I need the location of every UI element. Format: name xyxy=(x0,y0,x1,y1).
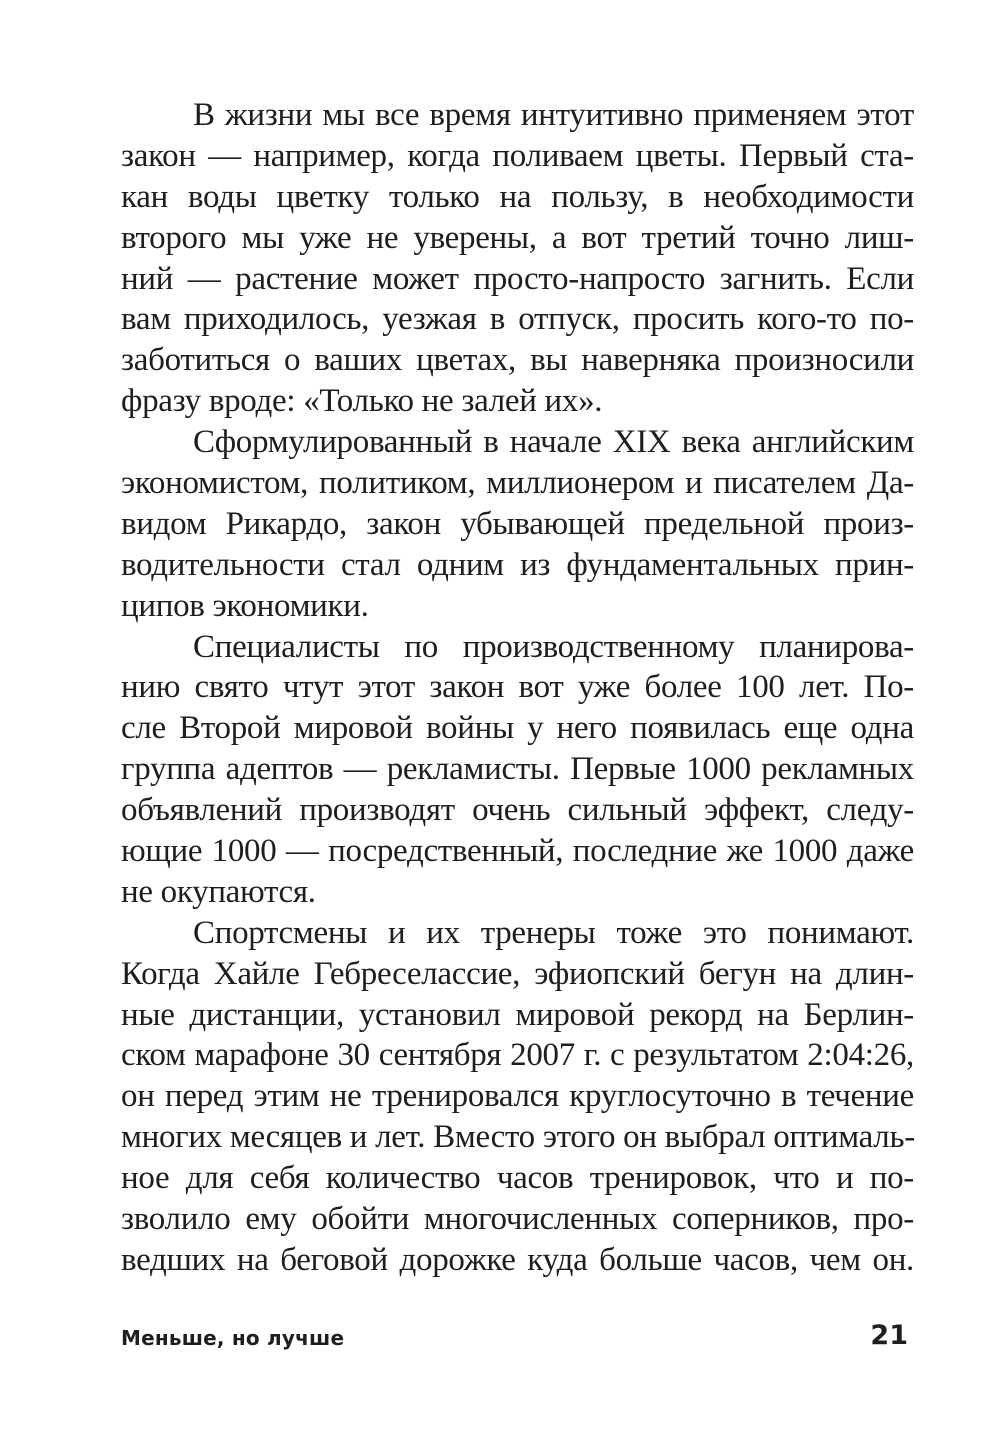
paragraph-1 xyxy=(121,95,914,422)
paragraph-3 xyxy=(121,627,914,913)
paragraph-2 xyxy=(121,422,914,626)
text-line: водительности стал одним из фундаментальных прин- xyxy=(121,546,914,583)
text-line: он перед этим не тренировался круглосуточно в течение xyxy=(121,1078,914,1115)
text-line: видом Рикардо, закон убывающей предельной произ- xyxy=(121,505,914,542)
text-line: Сформулированный в начале XIX века английским xyxy=(193,424,914,461)
text-line: Специалисты по производственному планирова- xyxy=(193,628,914,665)
body-text xyxy=(121,95,914,1281)
text-line: ском марафоне 30 сентября 2007 г. с результатом 2:04:26, xyxy=(121,1037,914,1074)
text-line: В жизни мы все время интуитивно применяем этот xyxy=(193,97,914,133)
text-line: второго мы уже не уверены, а вот третий точно лиш- xyxy=(121,219,914,256)
text-line: закон — например, когда поливаем цветы. Первый ста- xyxy=(121,137,914,174)
page-number: 21 xyxy=(870,1320,908,1351)
text-line: вам приходилось, уезжая в отпуск, просить кого-то по- xyxy=(121,301,914,338)
text-line: сле Второй мировой войны у него появилась еще одна xyxy=(121,710,914,747)
text-line: ципов экономики. xyxy=(121,587,369,624)
text-line: экономистом, политиком, миллионером и писателем Да- xyxy=(121,465,914,502)
text-line: ний — растение может просто-напросто загнить. Если xyxy=(121,260,914,297)
text-line: нию свято чтут этот закон вот уже более 100 лет. По- xyxy=(121,669,914,706)
text-line: ные дистанции, установил мировой рекорд на Берлин- xyxy=(121,996,914,1033)
text-line: группа адептов — рекламисты. Первые 1000 рекламных xyxy=(121,751,914,788)
text-line: фразу вроде: «Только не залей их». xyxy=(121,383,603,420)
text-line: многих месяцев и лет. Вместо этого он выбрал оптималь- xyxy=(121,1119,915,1156)
text-line: ющие 1000 — посредственный, последние же 1000 даже xyxy=(121,833,914,870)
text-line: Когда Хайле Гебреселассие, эфиопский бегун на длин- xyxy=(121,955,914,992)
text-line: объявлений производят очень сильный эффект, следу- xyxy=(121,792,914,829)
book-title: Меньше, но лучше xyxy=(121,1326,345,1350)
paragraph-4 xyxy=(121,913,914,1281)
text-line: заботиться о ваших цветах, вы наверняка произносили xyxy=(121,342,914,379)
text-line: Спортсмены и их тренеры тоже это понимают. xyxy=(193,914,914,951)
text-line: ное для себя количество часов тренировок, что и по- xyxy=(121,1160,914,1197)
text-line: зволило ему обойти многочисленных соперников, про- xyxy=(121,1201,914,1238)
text-line: не окупаются. xyxy=(121,873,316,910)
page-footer xyxy=(121,1320,914,1360)
text-line: кан воды цветку только на пользу, в необходимости xyxy=(121,178,914,215)
text-line: ведших на беговой дорожке куда больше часов, чем он. xyxy=(121,1241,914,1278)
